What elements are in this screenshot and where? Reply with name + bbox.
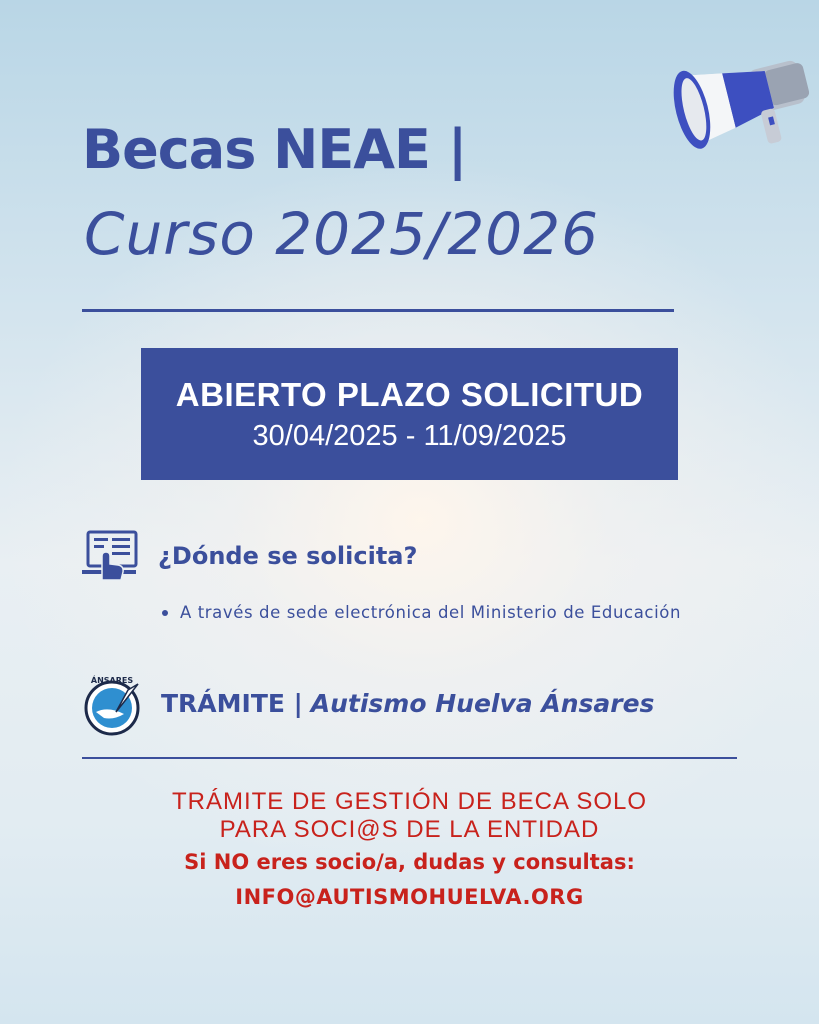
divider-top	[82, 309, 674, 312]
tramite-entity: Autismo Huelva Ánsares	[310, 689, 655, 718]
page-title-line2: Curso 2025/2026	[84, 200, 599, 268]
banner-title: ABIERTO PLAZO SOLICITUD	[175, 376, 644, 413]
divider-bottom	[82, 757, 737, 759]
members-only-notice	[100, 788, 719, 844]
list-item	[160, 601, 716, 625]
tramite-label: TRÁMITE |	[161, 689, 303, 718]
notice-line2: PARA SOCI@S DE LA ENTIDAD	[219, 816, 600, 843]
tramite-line	[161, 689, 654, 718]
web-form-click-icon	[80, 530, 138, 584]
page-title-line1: Becas NEAE |	[82, 118, 467, 181]
where-question: ¿Dónde se solicita?	[158, 542, 418, 570]
megaphone-icon	[660, 34, 819, 174]
application-period-banner	[141, 348, 678, 480]
notice-line1: TRÁMITE DE GESTIÓN DE BECA SOLO	[171, 788, 648, 815]
ansares-logo	[80, 672, 148, 736]
logo-text: ÁNSARES	[90, 676, 134, 685]
list-item-text: A través de sede electrónica del Ministerio de Educación	[180, 603, 682, 622]
banner-dates: 30/04/2025 - 11/09/2025	[252, 420, 567, 452]
where-list	[160, 601, 716, 625]
contact-email[interactable]: INFO@AUTISMOHUELVA.ORG	[235, 885, 584, 909]
contact-prompt: Si NO eres socio/a, dudas y consultas:	[184, 850, 635, 874]
bullet-icon	[162, 610, 168, 616]
